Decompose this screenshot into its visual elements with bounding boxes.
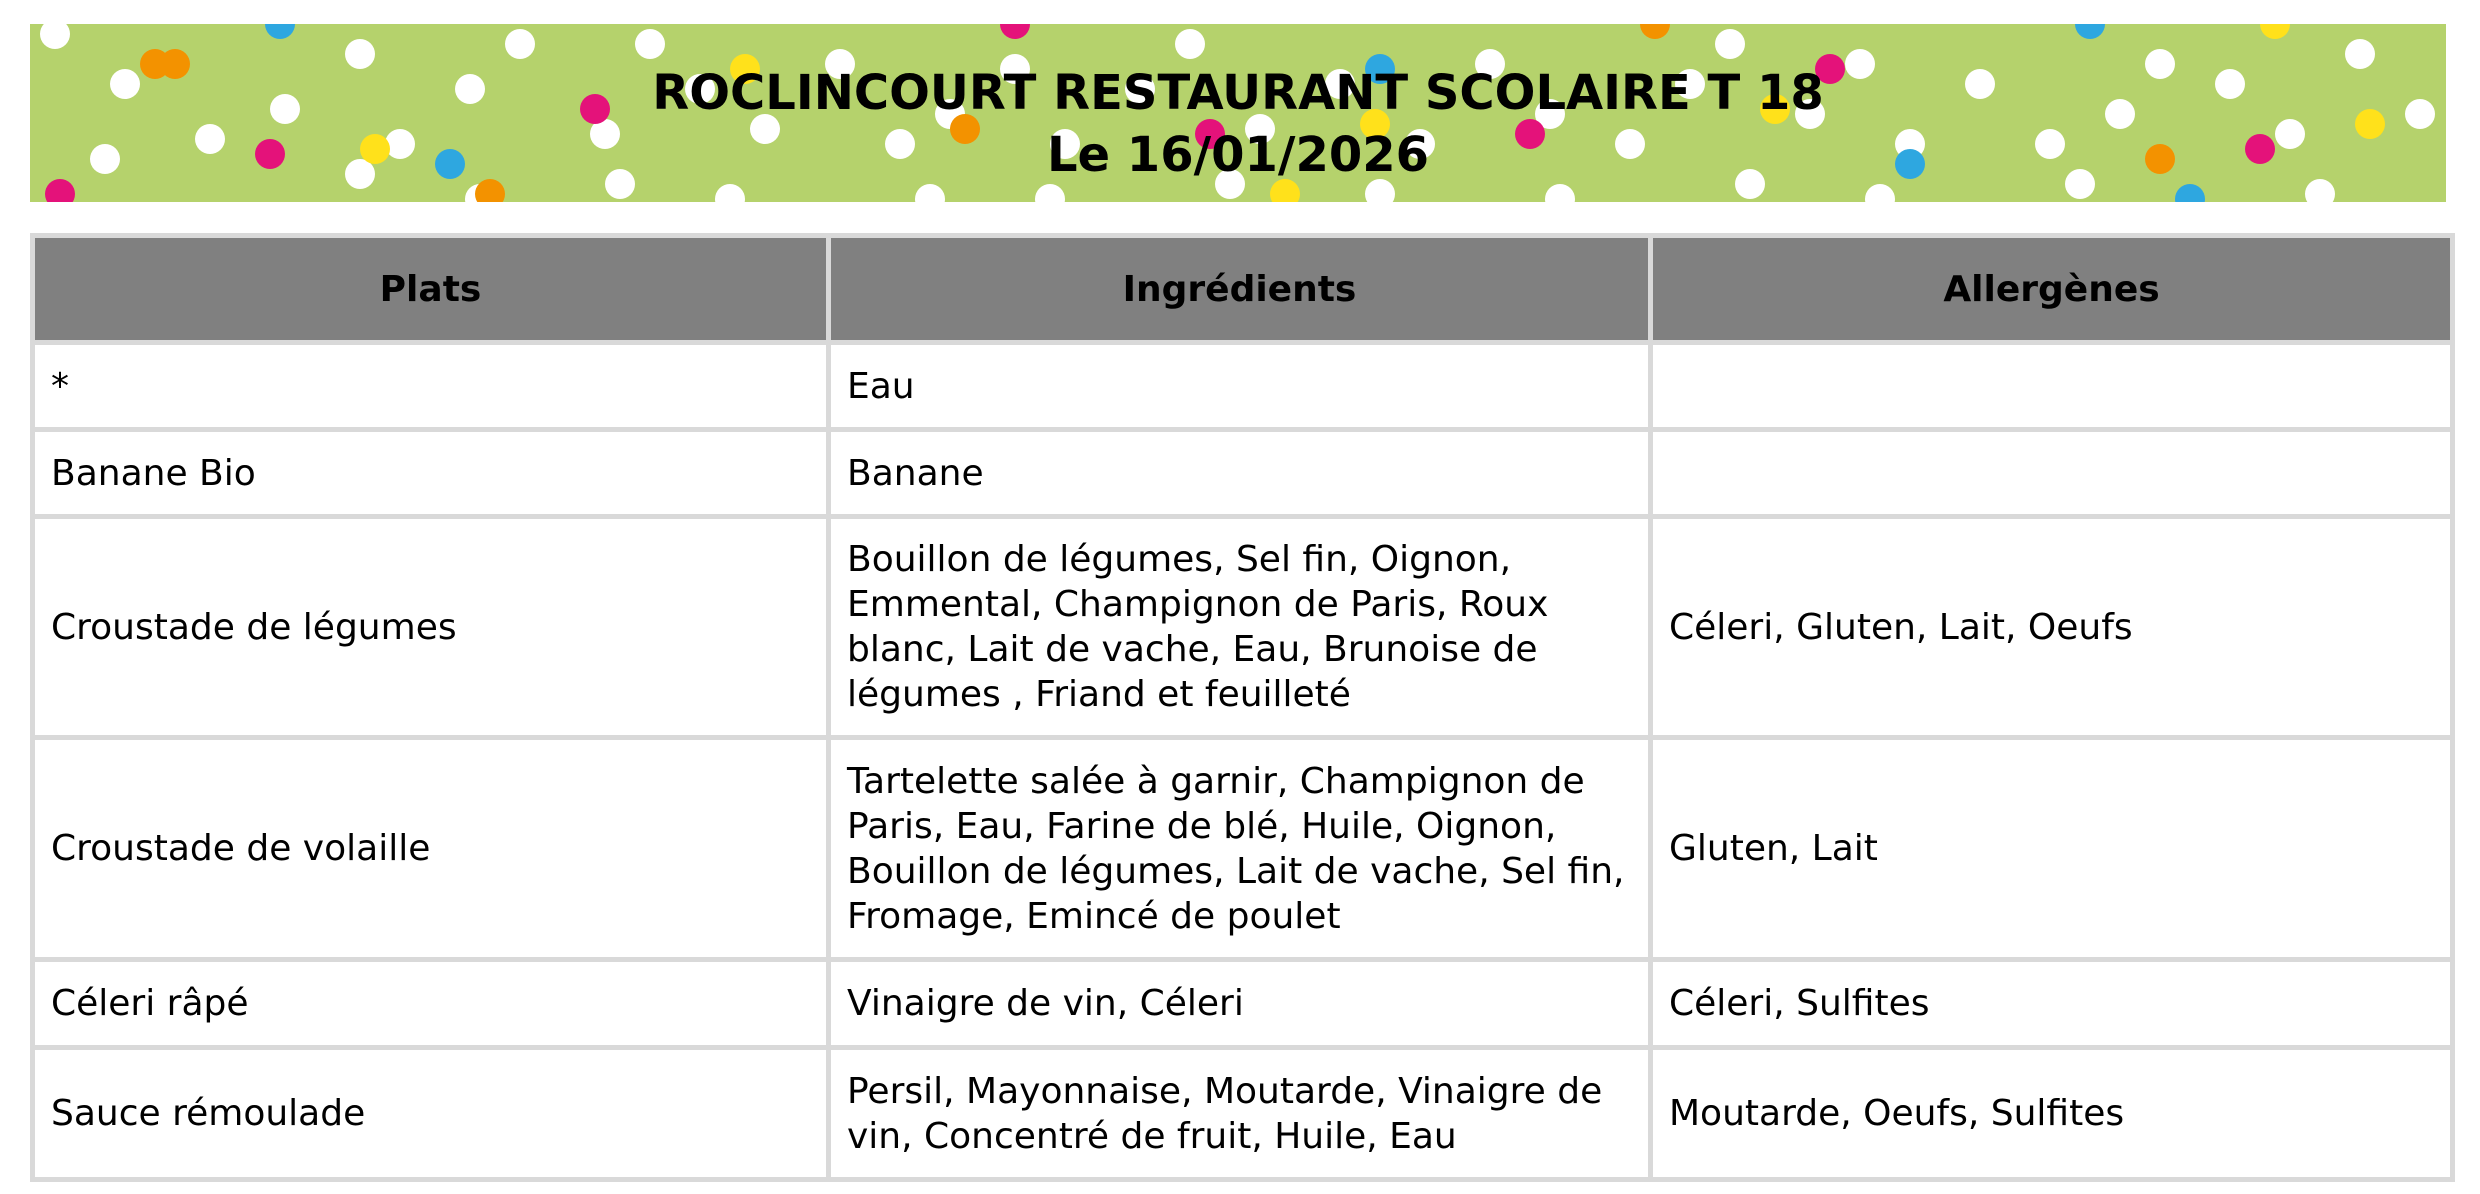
table-header-row — [33, 236, 2453, 343]
polka-dot — [505, 29, 535, 59]
page-title: ROCLINCOURT RESTAURANT SCOLAIRE T 18 — [652, 65, 1824, 121]
cell-allergenes: Gluten, Lait — [1651, 738, 2453, 960]
cell-plat: Croustade de volaille — [33, 738, 829, 960]
cell-ingredients: Eau — [829, 343, 1651, 430]
cell-plat: * — [33, 343, 829, 430]
cell-ingredients: Bouillon de légumes, Sel fin, Oignon, Emmental, Champignon de Paris, Roux blanc, Lait de vache, Eau, Brunoise de légumes , Friand et feuilleté — [829, 517, 1651, 738]
polka-dot — [40, 24, 70, 49]
cell-ingredients: Banane — [829, 430, 1651, 517]
cell-allergenes — [1651, 430, 2453, 517]
polka-dot — [715, 184, 745, 202]
cell-plat: Croustade de légumes — [33, 517, 829, 738]
polka-dot — [1035, 184, 1065, 202]
header-banner — [30, 24, 2446, 202]
table-row — [33, 738, 2453, 960]
table-row — [33, 1048, 2453, 1180]
polka-dot — [2075, 24, 2105, 39]
polka-dot — [2260, 24, 2290, 39]
cell-ingredients: Tartelette salée à garnir, Champignon de Paris, Eau, Farine de blé, Huile, Oignon, Bouillon de légumes, Lait de vache, Sel fin, Fromage, Emincé de poulet — [829, 738, 1651, 960]
table-row — [33, 430, 2453, 517]
allergen-table — [30, 233, 2455, 1182]
cell-plat: Sauce rémoulade — [33, 1048, 829, 1180]
polka-dot — [1715, 29, 1745, 59]
column-header-plats: Plats — [33, 236, 829, 343]
polka-dot — [1000, 24, 1030, 39]
column-header-ingredients: Ingrédients — [829, 236, 1651, 343]
table-row — [33, 517, 2453, 738]
polka-dot — [1640, 24, 1670, 39]
banner-text — [30, 62, 2446, 186]
polka-dot — [1545, 184, 1575, 202]
cell-plat: Banane Bio — [33, 430, 829, 517]
polka-dot — [2175, 184, 2205, 202]
table-row — [33, 343, 2453, 430]
cell-allergenes: Céleri, Gluten, Lait, Oeufs — [1651, 517, 2453, 738]
polka-dot — [915, 184, 945, 202]
cell-allergenes — [1651, 343, 2453, 430]
table-row — [33, 960, 2453, 1048]
polka-dot — [1865, 184, 1895, 202]
polka-dot — [635, 29, 665, 59]
cell-allergenes: Céleri, Sulfites — [1651, 960, 2453, 1048]
cell-plat: Céleri râpé — [33, 960, 829, 1048]
menu-date: Le 16/01/2026 — [1046, 127, 1430, 183]
polka-dot — [265, 24, 295, 39]
polka-dot — [1175, 29, 1205, 59]
column-header-allergenes: Allergènes — [1651, 236, 2453, 343]
cell-allergenes: Moutarde, Oeufs, Sulfites — [1651, 1048, 2453, 1180]
cell-ingredients: Vinaigre de vin, Céleri — [829, 960, 1651, 1048]
cell-ingredients: Persil, Mayonnaise, Moutarde, Vinaigre de vin, Concentré de fruit, Huile, Eau — [829, 1048, 1651, 1180]
